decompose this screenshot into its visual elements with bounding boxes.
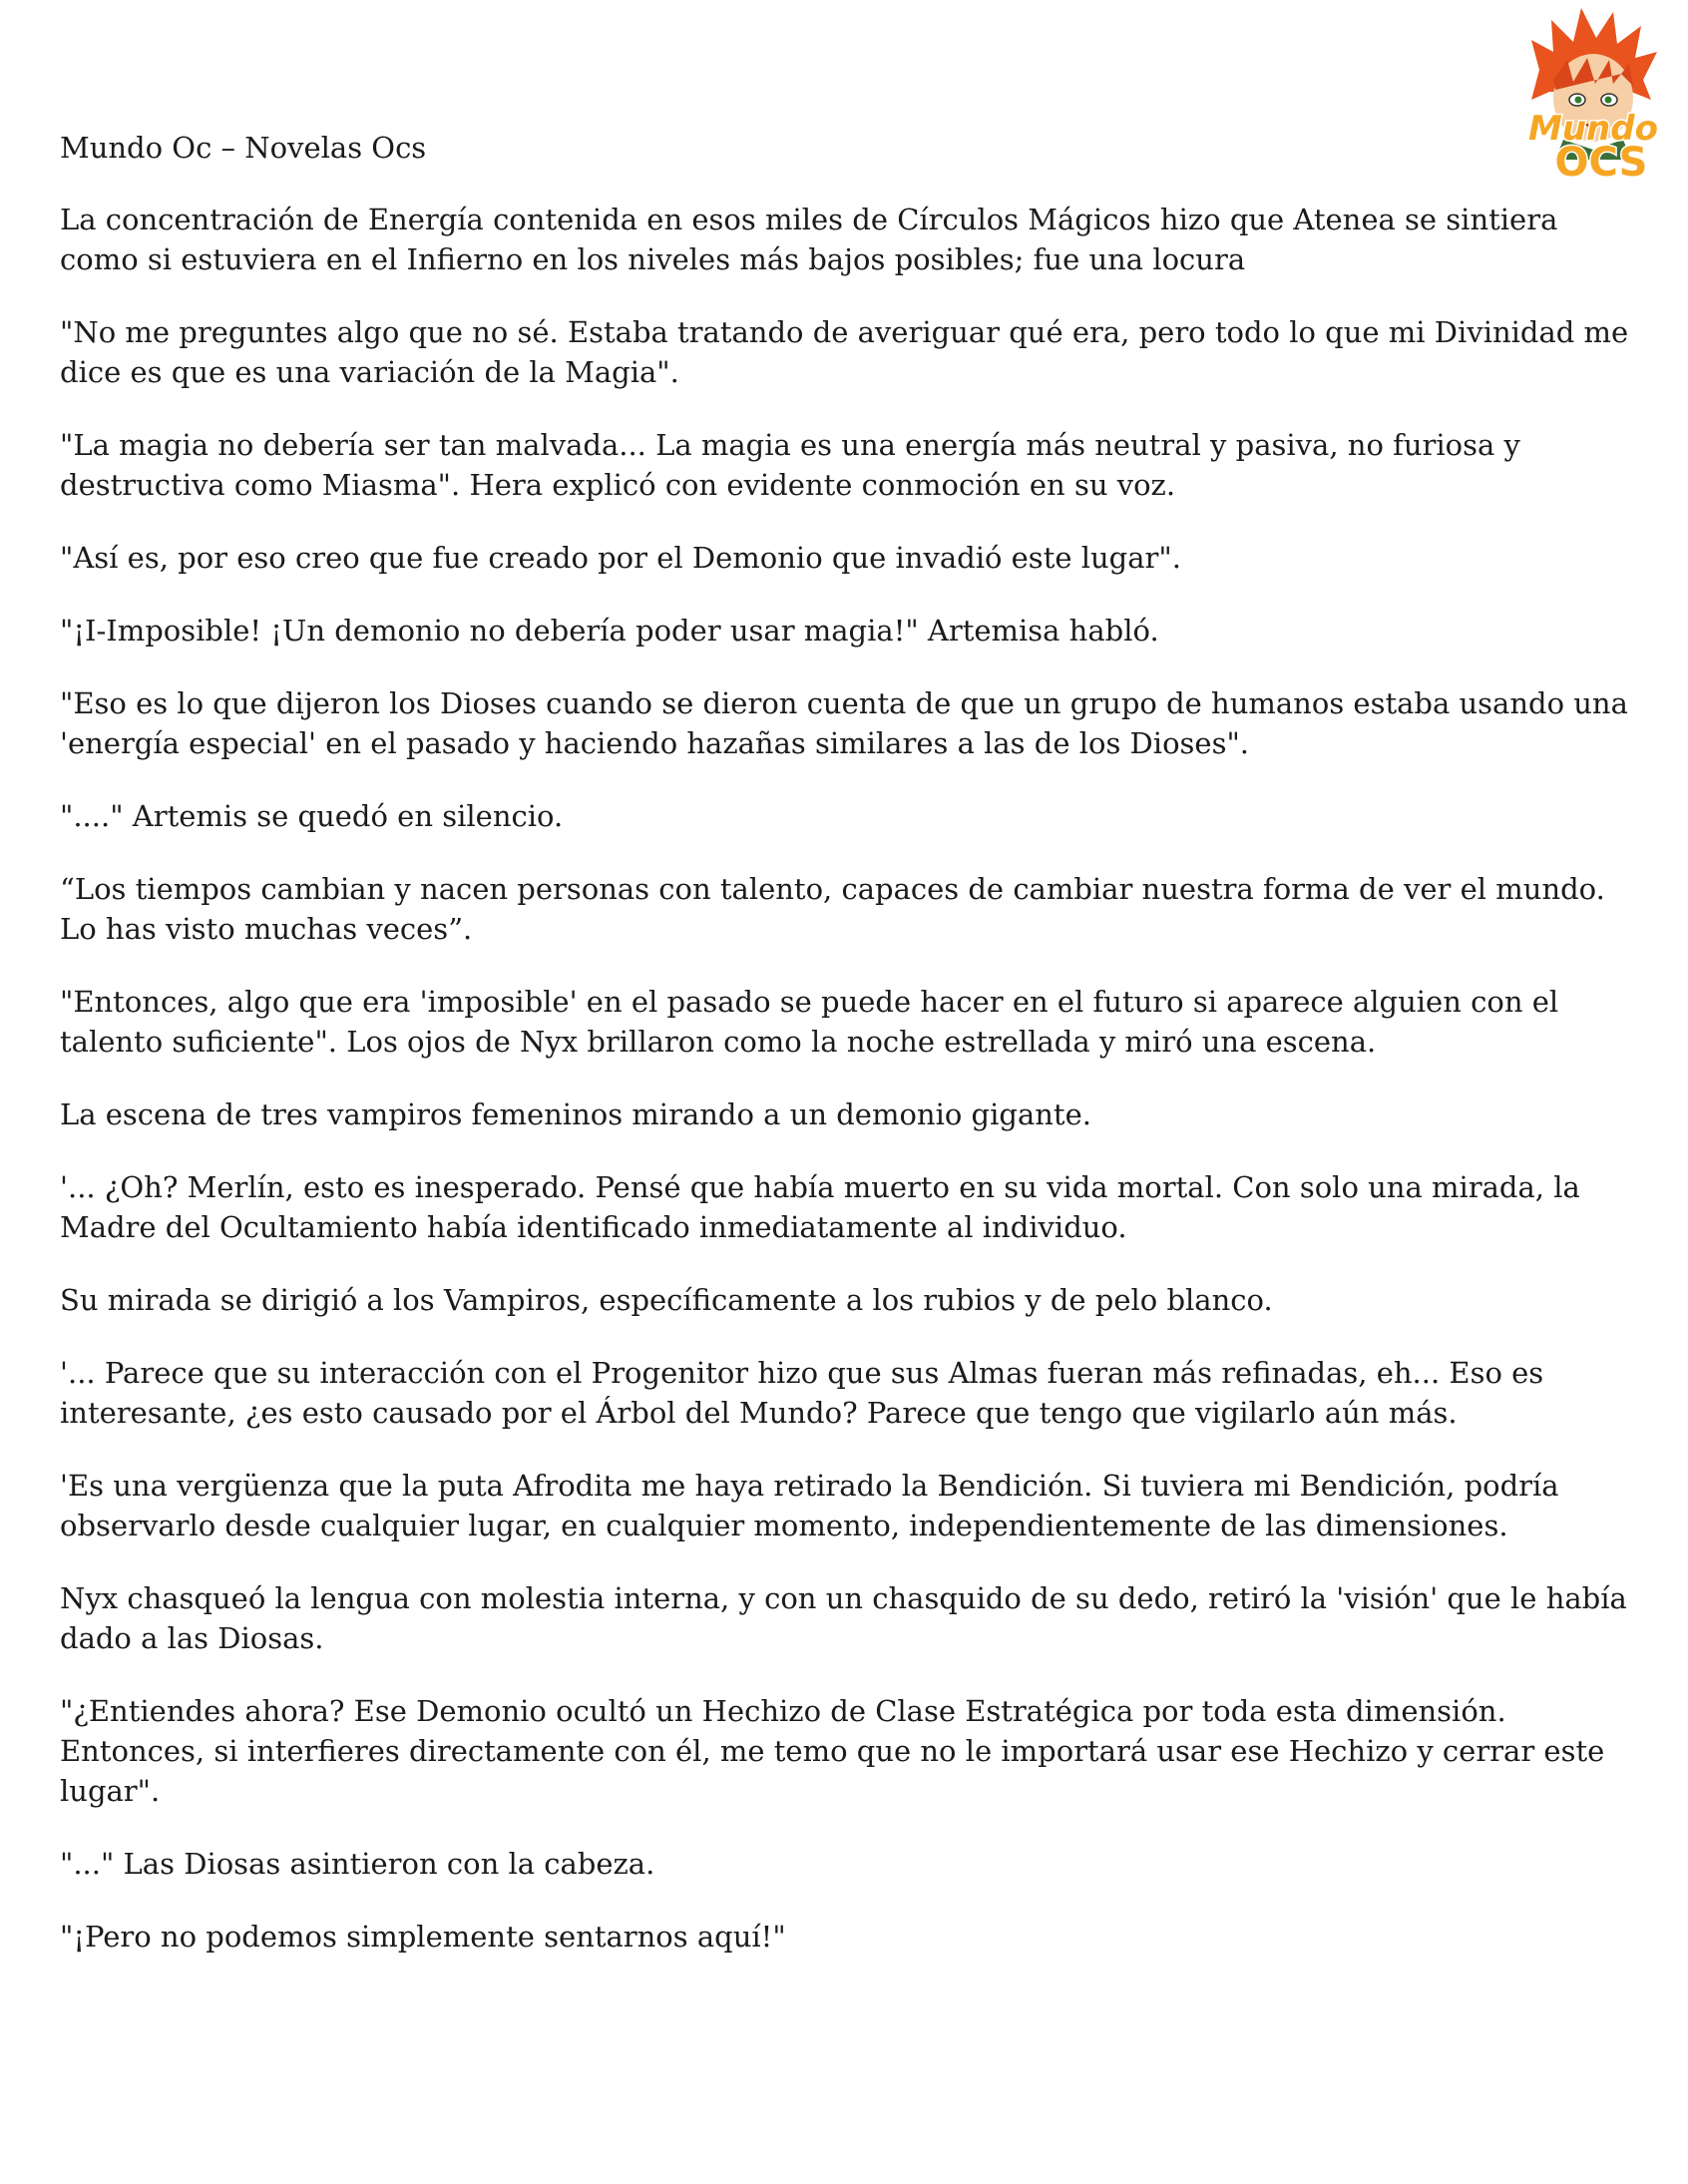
document-body — [60, 128, 1636, 1989]
paragraph-9: "Entonces, algo que era 'imposible' en el pasado se puede hacer en el futuro si aparece alguien con el talento suficiente". Los ojos de Nyx brillaron como la noche estrellada y miró una escena. — [60, 985, 1559, 1059]
paragraph-2: "No me preguntes algo que no sé. Estaba tratando de averiguar qué era, pero todo lo que mi Divinidad me dice es que es una variación de la Magia". — [60, 315, 1629, 389]
paragraph-3: "La magia no debería ser tan malvada... La magia es una energía más neutral y pasiva, no furiosa y destructiva como Miasma". Hera explicó con evidente conmoción en su voz. — [60, 428, 1520, 502]
paragraph-12: Su mirada se dirigió a los Vampiros, específicamente a los rubios y de pelo blanco. — [60, 1283, 1273, 1317]
paragraph-13: '... Parece que su interacción con el Progenitor hizo que sus Almas fueran más refinadas, eh... Eso es interesante, ¿es esto causado por el Árbol del Mundo? Parece que tengo que vigilarlo aún más. — [60, 1356, 1544, 1430]
paragraph-18: "¡Pero no podemos simplemente sentarnos aquí!" — [60, 1920, 786, 1954]
paragraph-16: "¿Entiendes ahora? Ese Demonio ocultó un Hechizo de Clase Estratégica por toda esta dimensión. Entonces, si interfieres directamente con él, me temo que no le importará usar ese Hechizo y cerrar este lugar". — [60, 1694, 1605, 1808]
paragraph-14: 'Es una vergüenza que la puta Afrodita me haya retirado la Bendición. Si tuviera mi Bendición, podría observarlo desde cualquier lugar, en cualquier momento, independientemente de las dimensiones. — [60, 1469, 1559, 1542]
paragraph-4: "Así es, por eso creo que fue creado por el Demonio que invadió este lugar". — [60, 541, 1181, 575]
paragraph-7: "...." Artemis se quedó en silencio. — [60, 799, 564, 833]
paragraph-1: La concentración de Energía contenida en esos miles de Círculos Mágicos hizo que Atenea se sintiera como si estuviera en el Infierno en los niveles más bajos posibles; fue una locura — [60, 203, 1558, 276]
paragraph-5: "¡I-Imposible! ¡Un demonio no debería poder usar magia!" Artemisa habló. — [60, 614, 1159, 648]
paragraph-17: "..." Las Diosas asintieron con la cabeza. — [60, 1847, 655, 1881]
paragraph-8: “Los tiempos cambian y nacen personas con talento, capaces de cambiar nuestra forma de ver el mundo. Lo has visto muchas veces”. — [60, 872, 1605, 946]
logo-line2: OCS — [1554, 140, 1648, 182]
paragraph-10: La escena de tres vampiros femeninos mirando a un demonio gigante. — [60, 1097, 1091, 1131]
paragraph-6: "Eso es lo que dijeron los Dioses cuando se dieron cuenta de que un grupo de humanos estaba usando una 'energía especial' en el pasado y haciendo hazañas similares a las de los Dioses". — [60, 686, 1628, 760]
paragraph-15: Nyx chasqueó la lengua con molestia interna, y con un chasquido de su dedo, retiró la 'visión' que le había dado a las Diosas. — [60, 1581, 1627, 1655]
paragraph-11: '... ¿Oh? Merlín, esto es inesperado. Pensé que había muerto en su vida mortal. Con solo una mirada, la Madre del Ocultamiento había identificado inmediatamente al individuo. — [60, 1170, 1580, 1244]
logo-line1: Mundo — [1528, 109, 1658, 149]
document-header: Mundo Oc – Novelas Ocs — [60, 131, 427, 165]
